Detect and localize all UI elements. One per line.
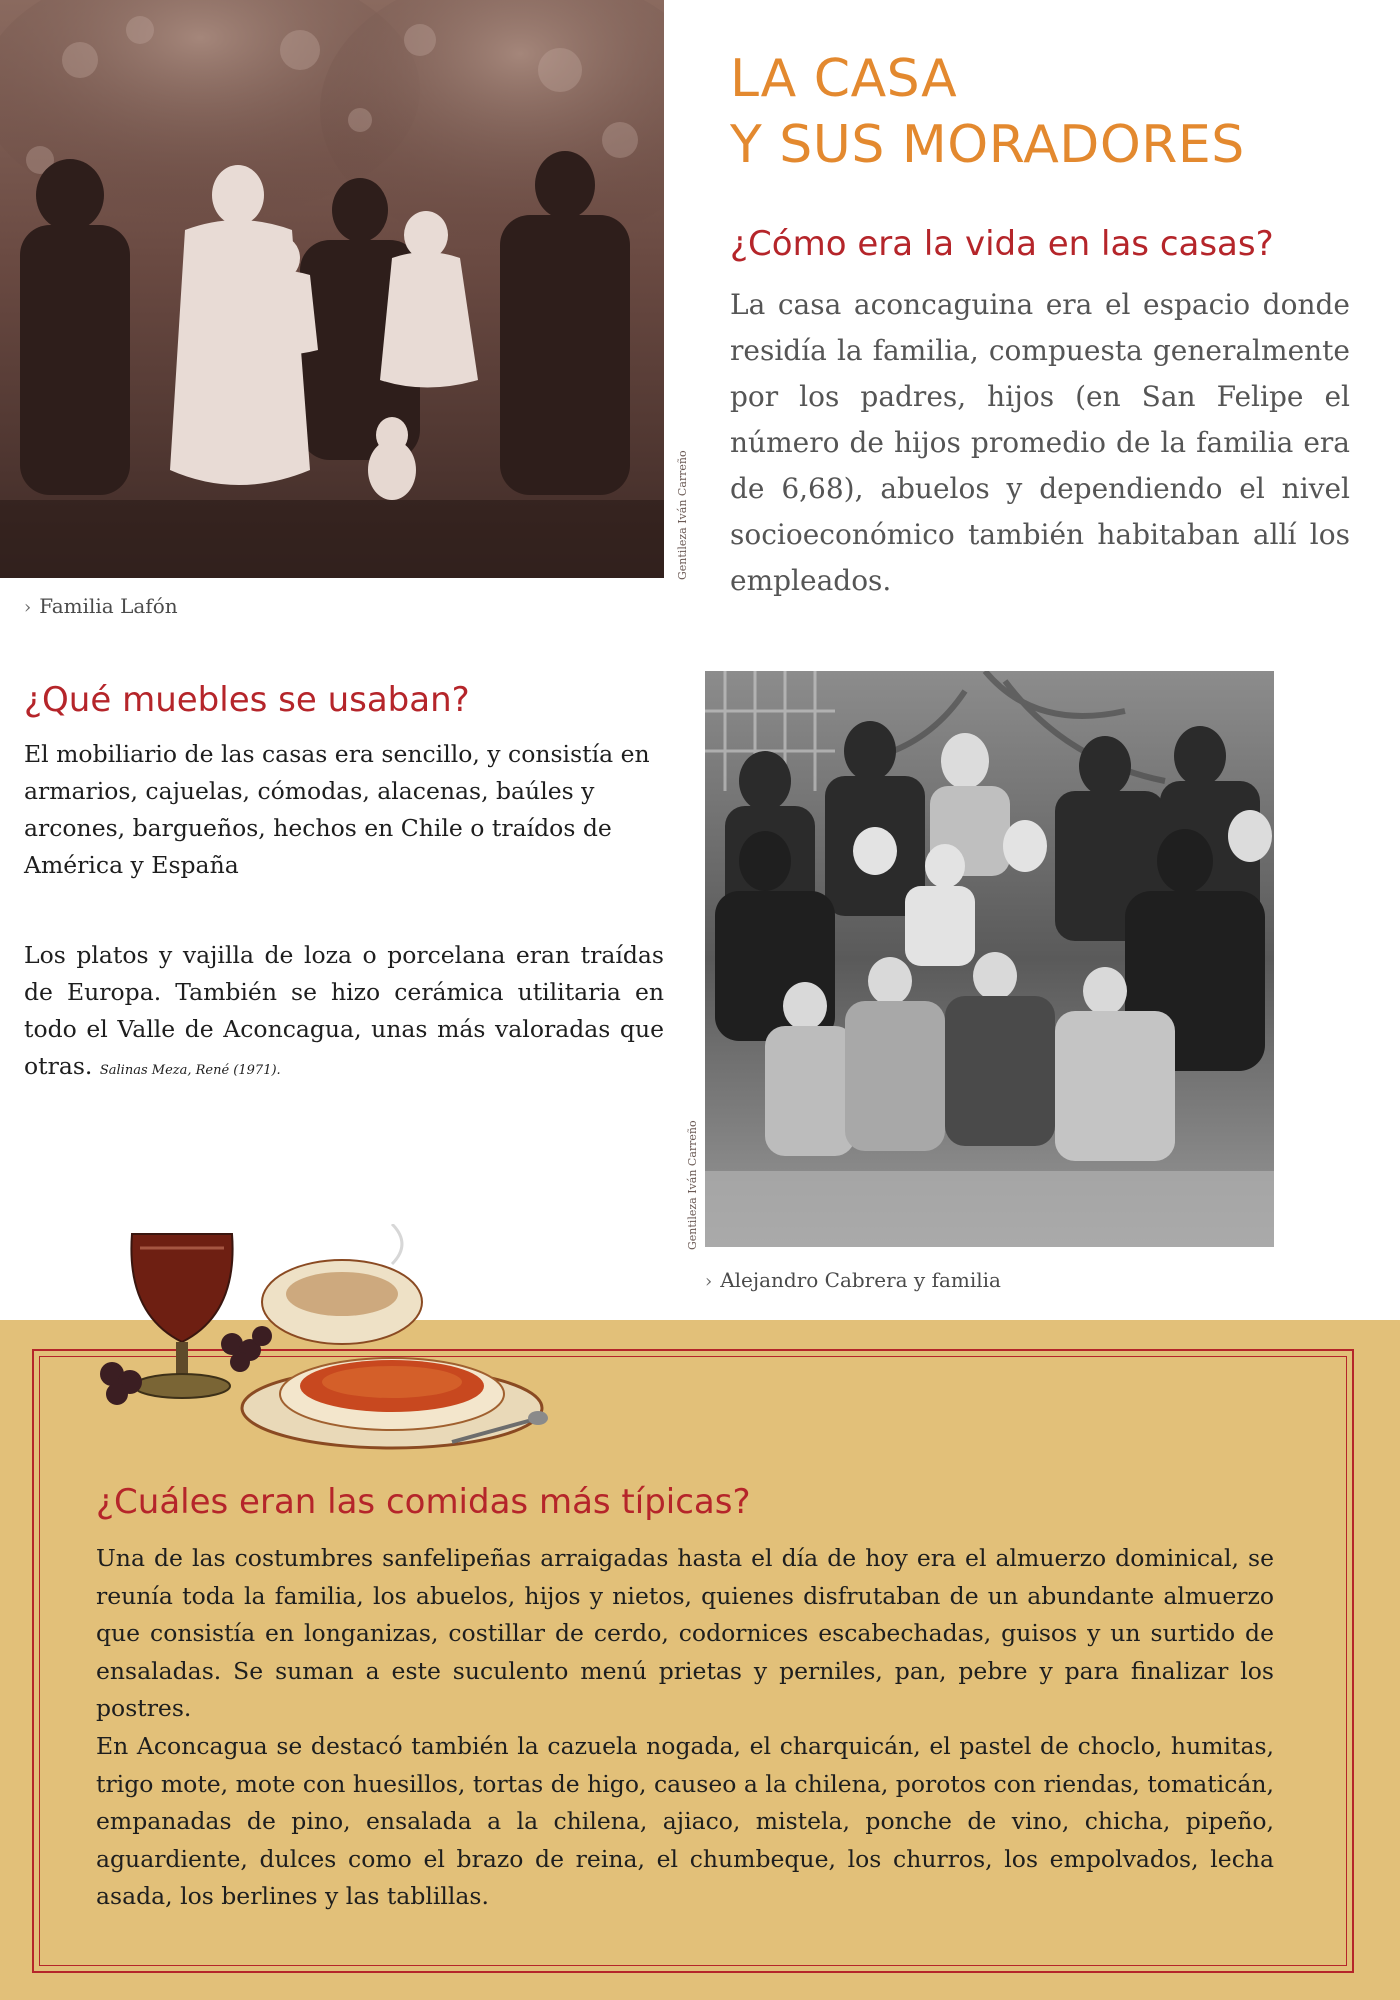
title-line-2: Y SUS MORADORES xyxy=(730,115,1245,175)
photo-credit-lafon: Gentileza Iván Carreño xyxy=(676,450,689,580)
photo-credit-cabrera: Gentileza Iván Carreño xyxy=(686,1120,699,1250)
photo-caption-cabrera xyxy=(705,1268,1001,1292)
title-line-1: LA CASA xyxy=(730,49,958,109)
cabrera-family-photo xyxy=(705,671,1274,1247)
family-lafon-image xyxy=(0,0,664,578)
page-title xyxy=(730,46,1245,178)
cabrera-family-image xyxy=(705,671,1274,1247)
heading-vida: ¿Cómo era la vida en las casas? xyxy=(730,224,1274,264)
comidas-paragraph-1: Una de las costumbres sanfelipeñas arraigadas hasta el día de hoy era el almuerzo dominical, se reunía toda la familia, los abuelos, hijos y nietos, quienes disfrutaban de un abundante almuerzo que consistía en longanizas, costillar de cerdo, codornices escabechadas, guisos y un surtido de ensaladas. Se suman a este suculento menú prietas y perniles, pan, pebre y para finalizar los postres. xyxy=(96,1544,1274,1723)
chevron-right-icon: › xyxy=(24,597,32,618)
muebles-paragraph-2 xyxy=(24,937,664,1089)
heading-muebles: ¿Qué muebles se usaban? xyxy=(24,680,470,720)
vida-paragraph: La casa aconcaguina era el espacio donde residía la familia, compuesta generalmente por los padres, hijos (en San Felipe el número de hijos promedio de la familia era de 6,68), abuelos y dependiendo el nivel socioeconómico también habitaban allí los empleados. xyxy=(730,288,1350,597)
family-lafon-photo xyxy=(0,0,664,578)
muebles-paragraph-2-text: Los platos y vajilla de loza o porcelana eran traídas de Europa. También se hizo cerámica utilitaria en todo el Valle de Aconcagua, unas más valoradas que otras. xyxy=(24,941,664,1080)
heading-comidas: ¿Cuáles eran las comidas más típicas? xyxy=(96,1482,751,1522)
soup-bowl-icon xyxy=(242,1224,548,1448)
comidas-paragraph-2: En Aconcagua se destacó también la cazuela nogada, el charquicán, el pastel de choclo, humitas, trigo mote, mote con huesillos, tortas de higo, causeo a la chilena, porotos con riendas, tomaticán, empanadas de pino, ensalada a la chilena, ajiaco, mistela, ponche de vino, chicha, pipeño, aguardiente, dulces como el brazo de reina, el chumbeque, los churros, los empolvados, lecha asada, los berlines y las tablillas. xyxy=(96,1732,1274,1911)
muebles-paragraph-1: El mobiliario de las casas era sencillo, y consistía en armarios, cajuelas, cómodas, alacenas, baúles y arcones, bargueños, hechos en Chile o traídos de América y España xyxy=(24,740,650,879)
chevron-right-icon: › xyxy=(705,1271,713,1292)
wine-glass-and-soup-bowl-illustration xyxy=(92,1224,562,1464)
caption-text: Familia Lafón xyxy=(39,594,178,618)
caption-text: Alejandro Cabrera y familia xyxy=(720,1268,1001,1292)
photo-caption-lafon xyxy=(24,594,178,618)
wine-glass-icon xyxy=(131,1234,232,1398)
citation: Salinas Meza, René (1971). xyxy=(99,1063,281,1078)
